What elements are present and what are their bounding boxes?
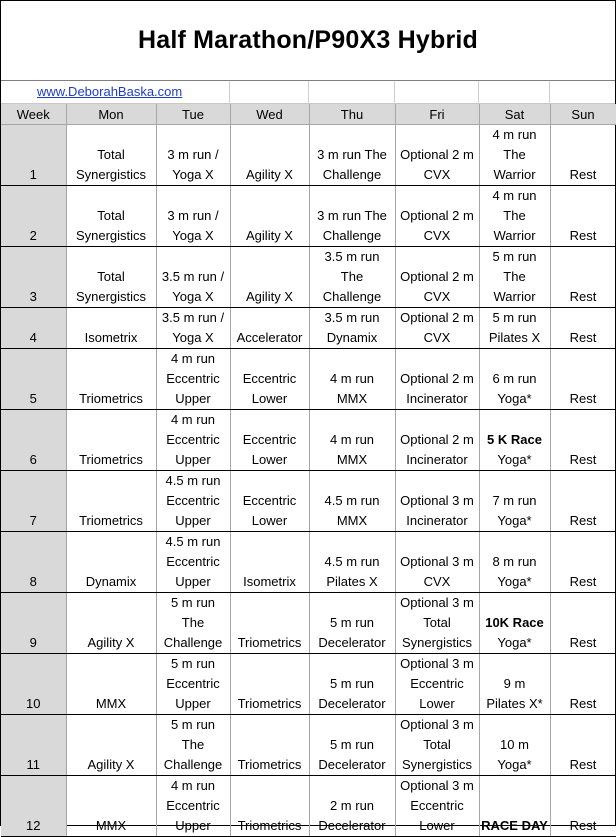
sun-cell: Rest [550,593,616,654]
mon-cell: Agility X [66,715,156,776]
wed-cell: Triometrics [230,776,309,837]
header-week: Week [1,104,66,125]
wed-cell: Agility X [230,186,309,247]
table-row [1,247,616,308]
thu-cell: 3.5 m run Dynamix [309,308,395,349]
wed-cell: Accelerator [230,308,309,349]
wed-cell: Agility X [230,247,309,308]
week-cell: 4 [1,308,66,349]
fri-cell: Optional 2 m Incinerator [395,410,479,471]
tue-cell: 3 m run / Yoga X [156,125,230,186]
tue-cell: 3 m run / Yoga X [156,186,230,247]
tue-cell: 4.5 m run Eccentric Upper [156,532,230,593]
sun-cell: Rest [550,349,616,410]
table-row [1,471,616,532]
fri-cell: Optional 3 m Total Synergistics [395,593,479,654]
schedule-table [1,104,616,837]
tue-cell: 5 m run Eccentric Upper [156,654,230,715]
table-row [1,125,616,186]
wed-cell: Triometrics [230,593,309,654]
thu-cell: 3 m run The Challenge [309,125,395,186]
fri-cell: Optional 2 m CVX [395,125,479,186]
sun-cell: Rest [550,471,616,532]
wed-cell: Agility X [230,125,309,186]
table-row [1,715,616,776]
tue-cell: 4 m run Eccentric Upper [156,349,230,410]
sat-cell [479,776,550,837]
mon-cell: Isometrix [66,308,156,349]
week-cell: 11 [1,715,66,776]
week-cell: 2 [1,186,66,247]
tue-cell: 3.5 m run / Yoga X [156,247,230,308]
week-cell: 1 [1,125,66,186]
mon-cell: Triometrics [66,349,156,410]
sun-cell: Rest [550,776,616,837]
thu-cell: 5 m run Decelerator [309,715,395,776]
week-cell: 8 [1,532,66,593]
fri-cell: Optional 2 m CVX [395,308,479,349]
sat-cell: 9 m Pilates X* [479,654,550,715]
thu-cell: 4.5 m run MMX [309,471,395,532]
sun-cell: Rest [550,125,616,186]
empty-cell [550,81,616,103]
sun-cell: Rest [550,532,616,593]
sun-cell: Rest [550,247,616,308]
tue-cell: 4.5 m run Eccentric Upper [156,471,230,532]
mon-cell: Total Synergistics [66,186,156,247]
table-row [1,776,616,837]
fri-cell: Optional 2 m CVX [395,186,479,247]
wed-cell: Isometrix [230,532,309,593]
page-title: Half Marathon/P90X3 Hybrid [1,1,615,81]
sun-cell: Rest [550,715,616,776]
fri-cell: Optional 3 m Eccentric Lower [395,654,479,715]
week-cell: 10 [1,654,66,715]
table-row [1,349,616,410]
empty-cell [395,81,479,103]
fri-cell: Optional 3 m Total Synergistics [395,715,479,776]
table-row [1,593,616,654]
sat-cell: 6 m run Yoga* [479,349,550,410]
header-sat: Sat [479,104,550,125]
mon-cell: Total Synergistics [66,125,156,186]
header-mon: Mon [66,104,156,125]
header-tue: Tue [156,104,230,125]
race-label: RACE DAY [481,818,548,833]
sat-cell: 5 m run Pilates X [479,308,550,349]
sat-cell: 5 m run The Warrior [479,247,550,308]
table-row [1,532,616,593]
race-label: 10K Race [485,615,544,630]
fri-cell: Optional 3 m Incinerator [395,471,479,532]
week-cell: 7 [1,471,66,532]
week-cell: 12 [1,776,66,837]
tue-cell: 5 m run The Challenge [156,715,230,776]
week-cell: 6 [1,410,66,471]
empty-cell [230,81,309,103]
fri-cell: Optional 3 m CVX [395,532,479,593]
tue-cell: 3.5 m run / Yoga X [156,308,230,349]
wed-cell: Eccentric Lower [230,349,309,410]
sun-cell: Rest [550,654,616,715]
fri-cell: Optional 2 m CVX [395,247,479,308]
header-wed: Wed [230,104,309,125]
thu-cell: 2 m run Decelerator [309,776,395,837]
mon-cell: Dynamix [66,532,156,593]
sat-rest: Yoga* [497,452,532,467]
mon-cell: Agility X [66,593,156,654]
race-label: 5 K Race [487,432,542,447]
table-row [1,186,616,247]
sat-cell: 10 m Yoga* [479,715,550,776]
thu-cell: 3 m run The Challenge [309,186,395,247]
sun-cell: Rest [550,308,616,349]
sun-cell: Rest [550,410,616,471]
mon-cell: Triometrics [66,410,156,471]
sat-cell: 8 m run Yoga* [479,532,550,593]
wed-cell: Eccentric Lower [230,471,309,532]
sat-cell: 4 m run The Warrior [479,186,550,247]
tue-cell: 4 m run Eccentric Upper [156,776,230,837]
header-fri: Fri [395,104,479,125]
link-row [1,81,615,104]
sat-cell: 4 m run The Warrior [479,125,550,186]
mon-cell: Total Synergistics [66,247,156,308]
tue-cell: 5 m run The Challenge [156,593,230,654]
empty-cell [309,81,395,103]
tue-cell: 4 m run Eccentric Upper [156,410,230,471]
fri-cell: Optional 3 m Eccentric Lower [395,776,479,837]
table-row [1,308,616,349]
link-cell [1,81,230,103]
mon-cell: MMX [66,654,156,715]
sat-cell [479,593,550,654]
sat-cell: 7 m run Yoga* [479,471,550,532]
table-row [1,410,616,471]
header-thu: Thu [309,104,395,125]
header-sun: Sun [550,104,616,125]
wed-cell: Eccentric Lower [230,410,309,471]
mon-cell: Triometrics [66,471,156,532]
thu-cell: 4.5 m run Pilates X [309,532,395,593]
week-cell: 5 [1,349,66,410]
week-cell: 3 [1,247,66,308]
empty-cell [479,81,550,103]
mon-cell: MMX [66,776,156,837]
website-link[interactable]: www.DeborahBaska.com [37,84,183,99]
week-cell: 9 [1,593,66,654]
fri-cell: Optional 2 m Incinerator [395,349,479,410]
sat-cell [479,410,550,471]
thu-cell: 5 m run Decelerator [309,654,395,715]
sat-rest: Yoga* [497,635,532,650]
thu-cell: 4 m run MMX [309,410,395,471]
wed-cell: Triometrics [230,715,309,776]
sun-cell: Rest [550,186,616,247]
thu-cell: 3.5 m run The Challenge [309,247,395,308]
table-row [1,654,616,715]
wed-cell: Triometrics [230,654,309,715]
header-row [1,104,616,125]
thu-cell: 5 m run Decelerator [309,593,395,654]
thu-cell: 4 m run MMX [309,349,395,410]
